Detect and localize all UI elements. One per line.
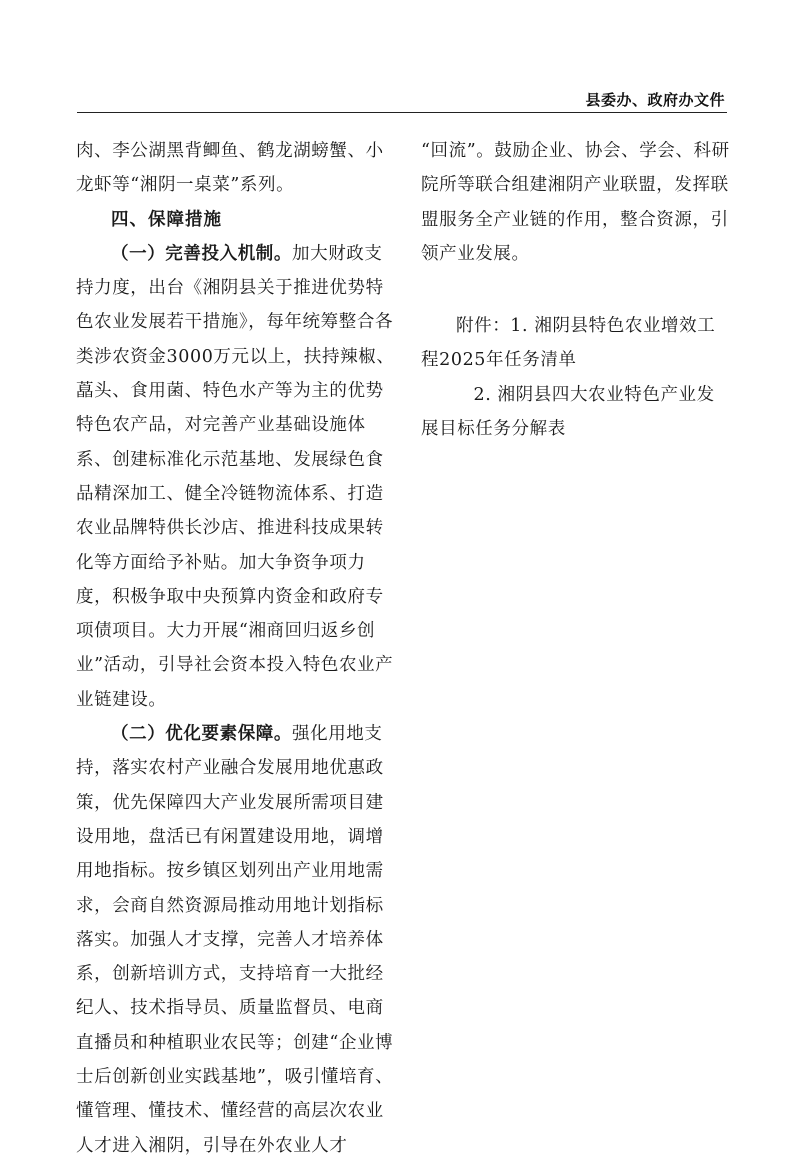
left-column: [76, 134, 396, 1163]
right-column: [421, 134, 731, 446]
section-heading-text: 四、保障措施: [111, 209, 222, 230]
measure-paragraph-2: [76, 717, 396, 1163]
measure-paragraph-1: [76, 237, 396, 717]
measure-heading-1: （一）完善投入机制。: [111, 243, 292, 264]
header-title: 县委办、政府办文件: [585, 91, 725, 109]
attachment-2: 2. 湘阴县四大农业特色产业发展目标任务分解表: [421, 384, 715, 440]
section-heading: [76, 203, 396, 237]
spacer: [421, 271, 731, 309]
right-continuation-paragraph: “回流”。鼓励企业、协会、学会、科研院所等联合组建湘阴产业联盟，发挥联盟服务全产业链的作用，整合资源，引领产业发展。: [421, 141, 730, 264]
page-header: [77, 84, 727, 113]
measure-heading-2: （二）优化要素保障。: [111, 724, 292, 745]
attachment-1: 附件：1. 湘阴县特色农业增效工程2025年任务清单: [421, 316, 716, 371]
measure-body-1: 加大财政支持力度，出台《湘阴县关于推进优势特色农业发展若干措施》，每年统筹整合各类涉农资金3000万元以上，扶持辣椒、藠头、食用菌、特色水产等为主的优势特色农产品，对完善产业基础设施体系、创建标准化示范基地、发展绿色食品精深加工、健全冷链物流体系、打造农业品牌特供长沙店、推进科技成果转化等方面给予补贴。加大争资争项力度，积极争取中央预算内资金和政府专项债项目。大力开展“湘商回归返乡创业”活动，引导社会资本投入特色农业产业链建设。: [76, 243, 395, 710]
left-continuation-paragraph: 肉、李公湖黑背鲫鱼、鹤龙湖螃蟹、小龙虾等“湘阴一桌菜”系列。: [76, 141, 384, 196]
measure-body-2: 强化用地支持，落实农村产业融合发展用地优惠政策，优先保障四大产业发展所需项目建设用地，盘活已有闲置建设用地，调增用地指标。按乡镇区划列出产业用地需求，会商自然资源局推动用地计划指标落实。加强人才支撑，完善人才培养体系，创新培训方式，支持培育一大批经纪人、技术指导员、质量监督员、电商直播员和种植职业农民等；创建“企业博士后创新创业实践基地”，吸引懂培育、懂管理、懂技术、懂经营的高层次农业人才进入湘阴，引导在外农业人才: [76, 724, 394, 1156]
